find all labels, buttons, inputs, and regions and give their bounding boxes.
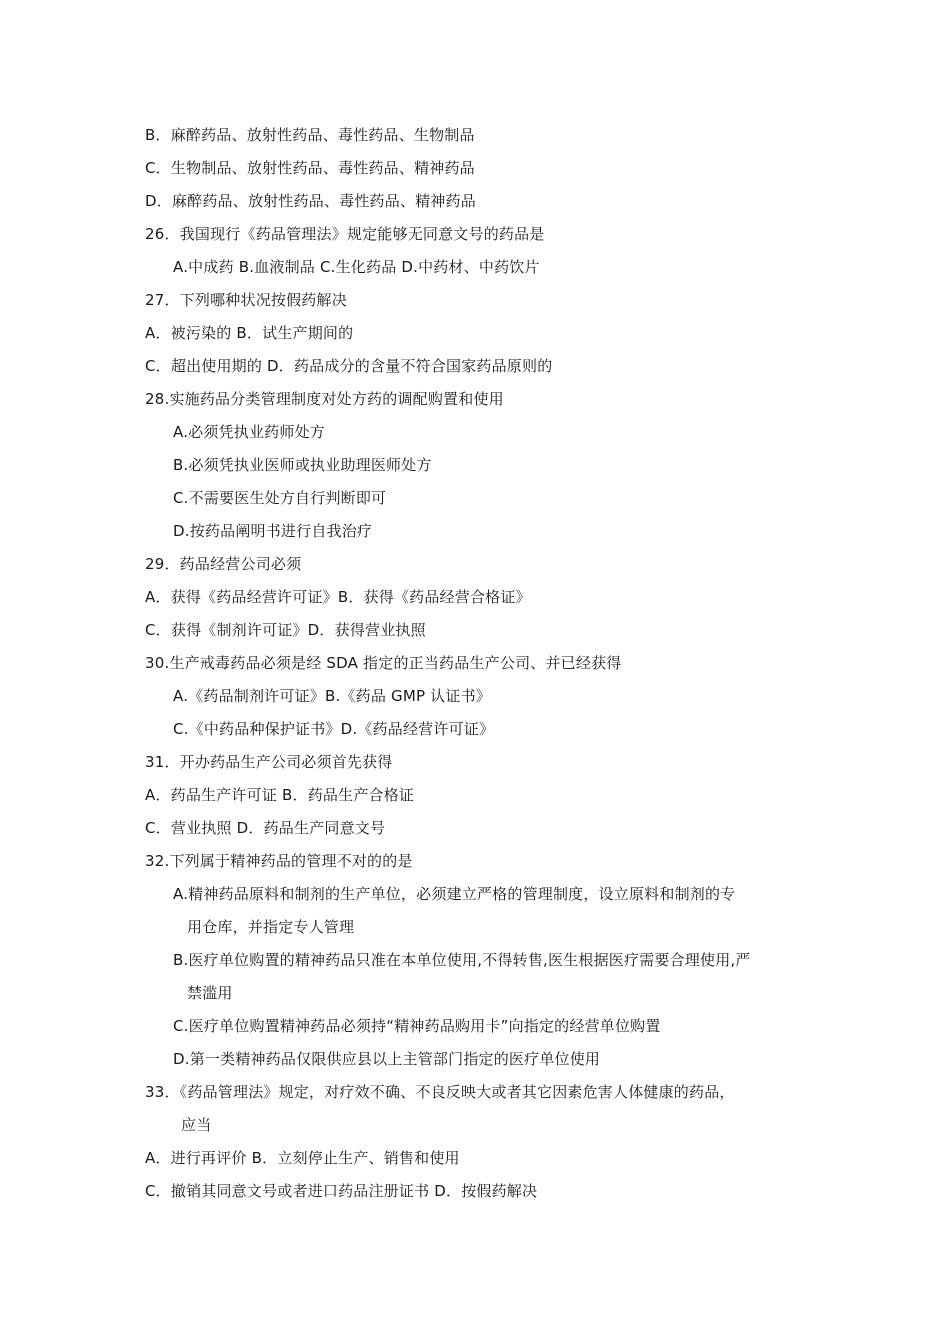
text-line: A.《药品制剂许可证》B.《药品 GMP 认证书》 <box>173 687 491 705</box>
text-line: C．超出使用期的 D．药品成分的含量不符合国家药品原则的 <box>145 357 553 375</box>
text-line: C．营业执照 D．药品生产同意文号 <box>145 819 386 837</box>
text-line: D.第一类精神药品仅限供应县以上主管部门指定的医疗单位使用 <box>173 1050 601 1068</box>
text-line: C．生物制品、放射性药品、毒性药品、精神药品 <box>145 159 475 177</box>
text-line: A.精神药品原料和制剂的生产单位，必须建立严格的管理制度，设立原料和制剂的专 <box>173 885 736 903</box>
text-line: A.必须凭执业药师处方 <box>173 423 325 441</box>
text-line: 26．我国现行《药品管理法》规定能够无同意文号的药品是 <box>145 225 545 243</box>
text-line: 32.下列属于精神药品的管理不对的的是 <box>145 852 413 870</box>
text-line: 30.生产戒毒药品必须是经 SDA 指定的正当药品生产公司、并已经获得 <box>145 654 622 672</box>
text-line: 33．《药品管理法》规定，对疗效不确、不良反映大或者其它因素危害人体健康的药品， <box>145 1083 735 1101</box>
text-line: 禁滥用 <box>187 984 233 1002</box>
text-line: D.按药品阐明书进行自我治疗 <box>173 522 373 540</box>
text-line: C．获得《制剂许可证》D．获得营业执照 <box>145 621 426 639</box>
text-line: 27．下列哪种状况按假药解决 <box>145 291 347 309</box>
text-line: A．获得《药品经营许可证》B．获得《药品经营合格证》 <box>145 588 531 606</box>
text-line: 29．药品经营公司必须 <box>145 555 302 573</box>
text-line: A．药品生产许可证 B．药品生产合格证 <box>145 786 415 804</box>
text-line: B.医疗单位购置的精神药品只准在本单位使用,不得转售,医生根据医疗需要合理使用,严 <box>173 951 751 969</box>
text-line: C.《中药品种保护证书》D.《药品经营许可证》 <box>173 720 495 738</box>
text-line: A.中成药 B.血液制品 C.生化药品 D.中药材、中药饮片 <box>173 258 540 276</box>
exam-question-text <box>145 119 825 1208</box>
text-line: A．进行再评价 B．立刻停止生产、销售和使用 <box>145 1149 460 1167</box>
text-line: C.不需要医生处方自行判断即可 <box>173 489 387 507</box>
text-line: 31．开办药品生产公司必须首先获得 <box>145 753 393 771</box>
text-line: D．麻醉药品、放射性药品、毒性药品、精神药品 <box>145 192 476 210</box>
text-line: B.必须凭执业医师或执业助理医师处方 <box>173 456 432 474</box>
text-line: B．麻醉药品、放射性药品、毒性药品、生物制品 <box>145 126 475 144</box>
text-line: C.医疗单位购置精神药品必须持“精神药品购用卡”向指定的经营单位购置 <box>173 1017 661 1035</box>
text-line: C．撤销其同意文号或者进口药品注册证书 D．按假药解决 <box>145 1182 538 1200</box>
text-line: 用仓库，并指定专人管理 <box>187 918 355 936</box>
text-line: A．被污染的 B．试生产期间的 <box>145 324 354 342</box>
text-line: 应当 <box>181 1116 212 1134</box>
text-line: 28.实施药品分类管理制度对处方药的调配购置和使用 <box>145 390 504 408</box>
